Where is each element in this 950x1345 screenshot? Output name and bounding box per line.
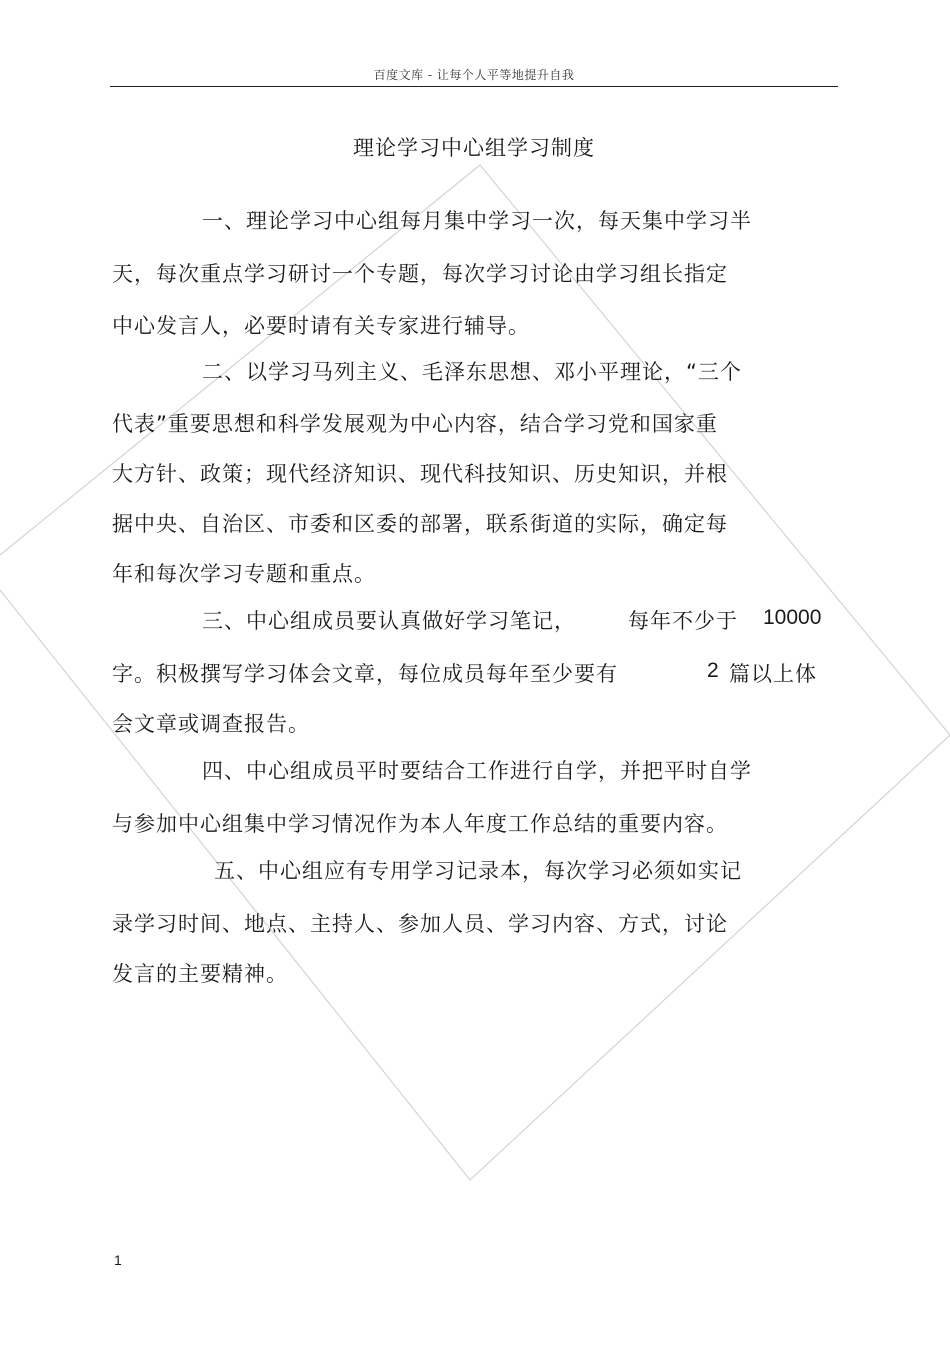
paragraph-2-line-1: 二、以学习马列主义、毛泽东思想、邓小平理论，“三个 — [202, 360, 742, 384]
paragraph-5-line-2: 录学习时间、地点、主持人、参加人员、学习内容、方式，讨论 — [112, 912, 728, 936]
paragraph-5-line-1: 五、中心组应有专用学习记录本，每次学习必须如实记 — [214, 859, 742, 883]
paragraph-4-line-2: 与参加中心组集中学习情况作为本人年度工作总结的重要内容。 — [112, 812, 728, 836]
paragraph-1-line-1: 一、理论学习中心组每月集中学习一次，每天集中学习半 — [202, 209, 752, 233]
paragraph-1-line-2: 天，每次重点学习研讨一个专题，每次学习讨论由学习组长指定 — [112, 262, 728, 286]
paragraph-3-line-2a: 字。积极撰写学习体会文章，每位成员每年至少要有 — [112, 662, 618, 686]
paragraph-2-line-4: 据中央、自治区、市委和区委的部署，联系街道的实际，确定每 — [112, 512, 728, 536]
paragraph-3-line-1b: 每年不少于 — [628, 609, 738, 633]
paragraph-3-line-2c: 篇以上体 — [729, 662, 817, 686]
paragraph-3-line-1a: 三、中心组成员要认真做好学习笔记， — [202, 609, 576, 633]
paragraph-3-line-3: 会文章或调查报告。 — [112, 712, 310, 736]
page-number: 1 — [114, 1252, 122, 1268]
header-divider — [110, 86, 838, 87]
word-count-number: 10000 — [763, 606, 822, 629]
document-header: 百度文库 - 让每个人平等地提升自我 — [373, 68, 575, 82]
paragraph-5-line-3: 发言的主要精神。 — [112, 962, 288, 986]
article-count-number: 2 — [707, 659, 719, 682]
document-title: 理论学习中心组学习制度 — [353, 136, 595, 160]
paragraph-2-line-5: 年和每次学习专题和重点。 — [112, 562, 376, 586]
paragraph-2-line-2: 代表”重要思想和科学发展观为中心内容，结合学习党和国家重 — [112, 412, 718, 436]
paragraph-4-line-1: 四、中心组成员平时要结合工作进行自学，并把平时自学 — [202, 759, 752, 783]
paragraph-2-line-3: 大方针、政策；现代经济知识、现代科技知识、历史知识，并根 — [112, 462, 728, 486]
paragraph-1-line-3: 中心发言人，必要时请有关专家进行辅导。 — [112, 314, 530, 338]
